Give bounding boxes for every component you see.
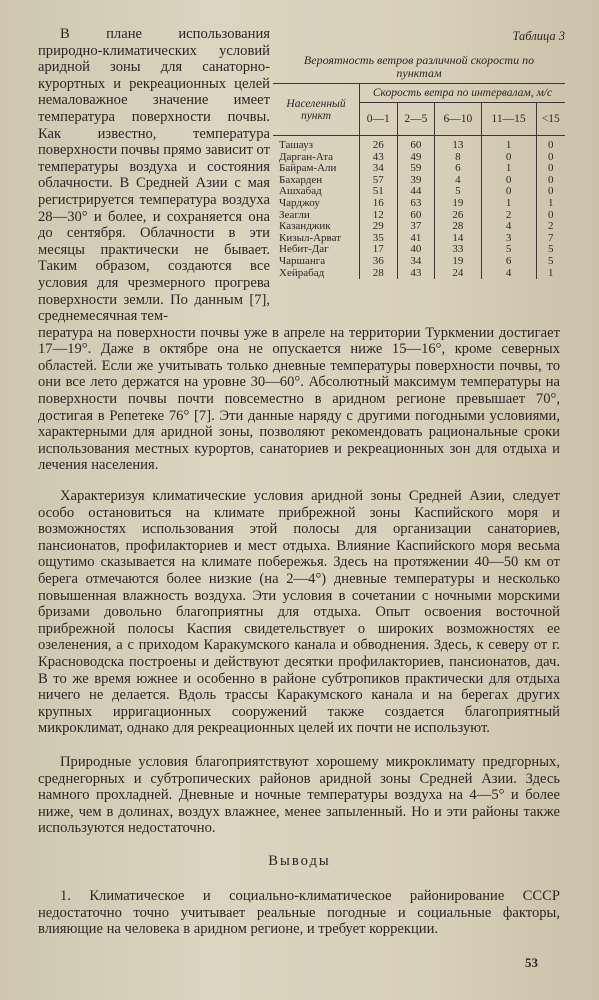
table-band: <15 (536, 103, 565, 136)
table-cell-value: 28 (360, 268, 398, 280)
table-cell-value: 37 (397, 221, 435, 233)
table-cell-value: 19 (435, 256, 482, 268)
table-cell-value: 1 (481, 163, 536, 175)
table-row (273, 256, 565, 268)
table-number: Таблица 3 (512, 29, 565, 43)
table-cell-city: Хейрабад (273, 268, 360, 280)
table-row (273, 268, 565, 280)
wind-probability-table (273, 83, 565, 279)
table-cell-value: 35 (360, 233, 398, 245)
table-cell-value: 2 (481, 210, 536, 222)
table-cell-value: 24 (435, 268, 482, 280)
table-cell-value: 0 (548, 162, 554, 175)
table-cell-value: 0 (548, 150, 554, 163)
table-cell-value: 0 (548, 185, 554, 198)
table-cell-value: 5 (435, 186, 482, 198)
table-cell-city: Ташауз (273, 136, 360, 152)
mountain-paragraph: Природные условия благоприятствуют хорошему микроклимату предгорных, среднегорных и субтропических районов аридной зоны Средней Азии. Здесь намного прохладней. Дневные и ночные температуры воздуха на 4—5° и более ниже, чем в долинах, воздух влажнее, менее запыленный. Но и эти районы также используются недостаточно. (38, 754, 560, 837)
table-header-city: Населенный пункт (273, 84, 360, 136)
table-cell-value: 63 (397, 198, 435, 210)
table-cell-value: 8 (435, 152, 482, 164)
intro-paragraph-rest: пература на поверхности почвы уже в апреле на территории Туркмении достигает 17—19°. Даже в октябре она не опускается ниже 15—16°, кроме северных областей. Если же учитывать только дневные температуры поверхности почвы, то они все лето держатся на уровне 30—60°. Абсолютный максимум температуры на поверхности почвы почти повсеместно в аридном регионе превышает 70°, достигая в Репетеке 76° [7]. Эти данные наряду с другими погодными условиями, характерными для аридной зоны, позволяют рекомендовать рациональные сроки использования местных курортов, санаториев и рекреационных зон для отдыха и лечения населения. (38, 324, 560, 474)
table-cell-value: 60 (397, 210, 435, 222)
conclusions-heading: Выводы (268, 853, 331, 869)
table-band: 0—1 (360, 103, 398, 136)
table-cell-value: 4 (435, 175, 482, 187)
table-cell-value: 12 (360, 210, 398, 222)
table-title: Вероятность ветров различной скорости по пунктам (303, 53, 535, 80)
table-cell-value: 14 (435, 233, 482, 245)
table-band: 11—15 (481, 103, 536, 136)
table-header-speed: Скорость ветра по интервалам, м/с (360, 84, 566, 103)
table-cell-value: 0 (481, 186, 536, 198)
table-cell-value: 29 (360, 221, 398, 233)
table-cell-value: 2 (548, 220, 554, 233)
table-cell-value: 13 (435, 136, 482, 152)
table-cell-city: Дарган-Ата (273, 152, 360, 164)
table-row (273, 221, 565, 233)
table-row (273, 198, 565, 210)
table-cell-value: 57 (360, 175, 398, 187)
table-band: 6—10 (435, 103, 482, 136)
table-cell-value: 5 (481, 244, 536, 256)
table-cell-value: 28 (435, 221, 482, 233)
table-cell-value: 6 (481, 256, 536, 268)
conclusions-section (38, 888, 560, 938)
caspian-paragraph: Характеризуя климатические условия аридной зоны Средней Азии, следует особо остановиться на климате прибрежной зоны Каспийского моря и возможностях использования этой полосы для организации санаториев, пансионатов, профилакториев и мест отдыха. Влияние Каспийского моря весьма ощутимо сказывается на климате побережья. Здесь на протяжении 40—50 км от берега отмечаются более низкие (на 2—4°) дневные температуры и несколько повышенная влажность воздуха. Эти условия в сочетании с ночными морскими бризами довольно благоприятны для отдыха. Опыт освоения восточной прибрежной полосы Каспия свидетельствует о широких возможностях ее озеленения, а с приходом Каракумского канала и обводнения. Здесь, к северу от г. Красноводска построены и действуют десятки профилакториев, пансионатов, дач. В то же время южнее и особенно в районе субтропиков практически для отдыха ничего не делается. Вдоль трассы Каракумского канала и на берегах других крупных ирригационных сооружений также создается благоприятный микроклимат, однако для рекреационных целей их почти не используют. (38, 488, 560, 737)
table-cell-value: 40 (397, 244, 435, 256)
conclusion-item-1: 1. Климатическое и социально-климатическое районирование СССР недостаточно точно учитывает реальные погодные и социальные факторы, влияющие на человека в аридном регионе, и требует коррекции. (38, 888, 560, 938)
table-cell-value: 26 (435, 210, 482, 222)
table-cell-value: 1 (548, 266, 554, 279)
table-cell-value: 0 (548, 139, 554, 151)
table-cell-value: 43 (360, 152, 398, 164)
table-cell-city: Небит-Даг (273, 244, 360, 256)
table-cell-city: Зеагли (273, 210, 360, 222)
table-cell-city: Чарджоу (273, 198, 360, 210)
table-cell-city: Байрам-Али (273, 163, 360, 175)
table-cell-value: 33 (435, 244, 482, 256)
intro-paragraph-narrow: В плане использования природно-климатических условий аридной зоны для санаторно-курортных и рекреационных целей немаловажное значение имеет температура поверхности почвы. Как известно, температура поверхности почвы прямо зависит от температуры воздуха и состояния облачности. В Средней Азии с мая регистрируется температура воздуха 28—30° и более, и сохраняется она до сентября. Облачности в эти месяцы практически не бывает. Таким образом, создаются все условия для чрезмерного прогрева поверхности земли. По данным [7], среднемесячная тем- (38, 26, 270, 325)
table-cell-value: 36 (360, 256, 398, 268)
table-cell-value: 5 (548, 254, 554, 267)
table-cell-city: Казанджик (273, 221, 360, 233)
table-cell-city: Ашхабад (273, 186, 360, 198)
table-cell-value: 0 (481, 175, 536, 187)
table-cell-value: 3 (481, 233, 536, 245)
table-cell-value: 19 (435, 198, 482, 210)
table-cell-value: 0 (548, 208, 554, 221)
table-cell-value: 17 (360, 244, 398, 256)
table-body (273, 136, 565, 280)
table-cell-value: 43 (397, 268, 435, 280)
table-cell-value: 51 (360, 186, 398, 198)
table-cell-city: Кизыл-Арват (273, 233, 360, 245)
table-cell-value: 59 (397, 163, 435, 175)
table-cell-value: 4 (481, 268, 536, 280)
table-cell-value: 0 (481, 152, 536, 164)
table-band: 2—5 (397, 103, 435, 136)
table-cell-value: 6 (435, 163, 482, 175)
table-cell-value: 16 (360, 198, 398, 210)
table-cell-value: 34 (397, 256, 435, 268)
table-row (273, 136, 565, 152)
caspian-section (38, 488, 560, 737)
table-cell-value: 1 (481, 136, 536, 152)
table-cell-value: 5 (548, 243, 554, 256)
table-cell-value: 60 (397, 136, 435, 152)
table-cell-value: 1 (548, 196, 554, 209)
table-cell-value: 4 (481, 221, 536, 233)
table-cell-value: 1 (481, 198, 536, 210)
wind-table-block (273, 30, 565, 279)
table-cell-value: 44 (397, 186, 435, 198)
page-number: 53 (525, 955, 538, 970)
table-cell-value: 7 (548, 231, 554, 244)
table-cell-value: 49 (397, 152, 435, 164)
table-cell-value: 41 (397, 233, 435, 245)
table-cell-value: 0 (548, 173, 554, 186)
table-cell-city: Чаршанга (273, 256, 360, 268)
table-cell-value: 26 (360, 136, 398, 152)
table-cell-value: 34 (360, 163, 398, 175)
mountain-section (38, 754, 560, 837)
table-cell-value: 39 (397, 175, 435, 187)
table-cell-city: Бахарден (273, 175, 360, 187)
